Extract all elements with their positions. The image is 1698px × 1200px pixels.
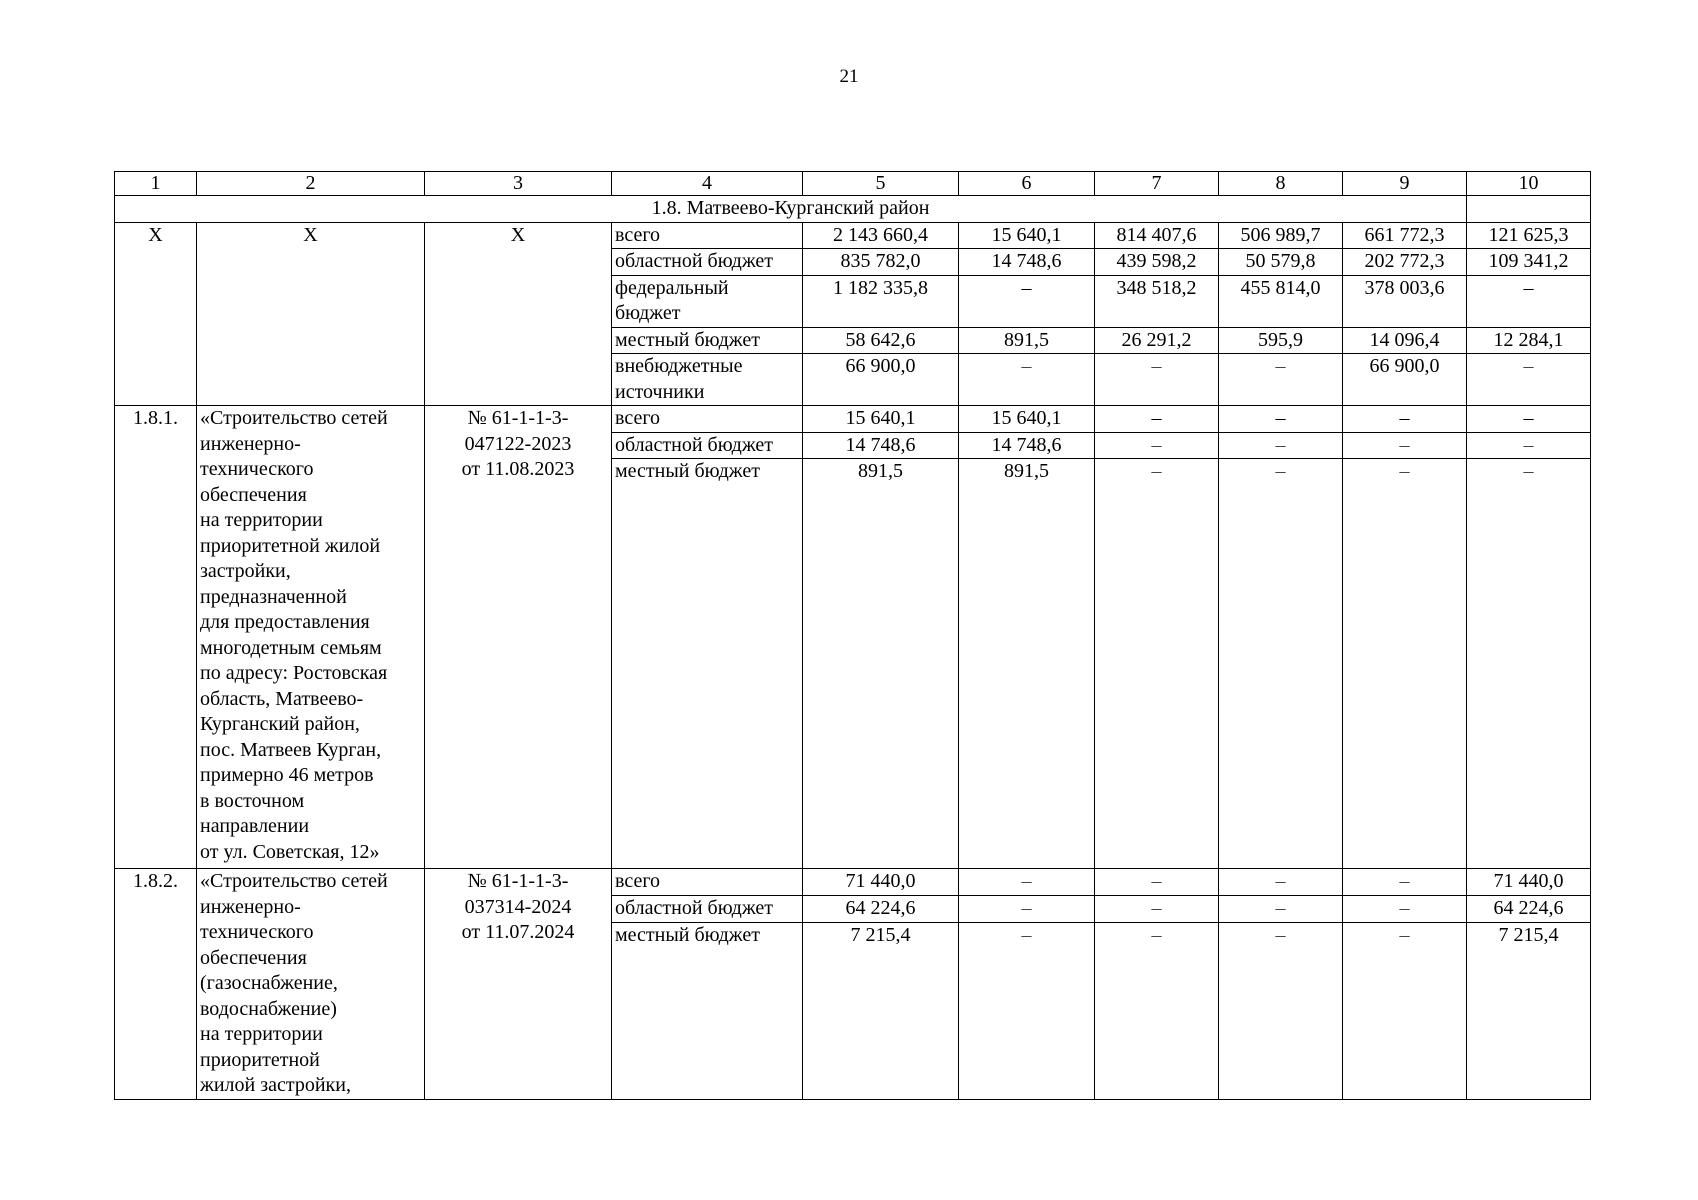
value-cell: – <box>1343 432 1467 459</box>
value-cell: 109 341,2 <box>1467 249 1591 276</box>
section-title: 1.8. Матвеево-Курганский район <box>115 196 1467 223</box>
funding-source: областной бюджет <box>612 249 803 276</box>
value-cell: – <box>1343 869 1467 896</box>
value-cell: 15 640,1 <box>959 222 1095 249</box>
value-cell: 348 518,2 <box>1095 275 1219 327</box>
funding-source: областной бюджет <box>612 895 803 922</box>
value-cell: – <box>1467 275 1591 327</box>
value-cell: 15 640,1 <box>959 406 1095 433</box>
column-header: 6 <box>959 172 1095 196</box>
value-cell: – <box>1219 922 1343 1099</box>
value-cell: – <box>1467 459 1591 869</box>
value-cell: – <box>1219 869 1343 896</box>
item-number: 1.8.2. <box>115 869 197 1100</box>
value-cell: – <box>959 869 1095 896</box>
value-cell: 891,5 <box>959 327 1095 354</box>
column-header: 9 <box>1343 172 1467 196</box>
column-header: 3 <box>425 172 612 196</box>
value-cell: – <box>959 922 1095 1099</box>
value-cell: 891,5 <box>803 459 959 869</box>
summary-col2: Х <box>197 222 425 406</box>
funding-source: всего <box>612 222 803 249</box>
value-cell: 595,9 <box>1219 327 1343 354</box>
value-cell: 14 748,6 <box>803 432 959 459</box>
summary-col3: Х <box>425 222 612 406</box>
value-cell: 2 143 660,4 <box>803 222 959 249</box>
value-cell: – <box>959 895 1095 922</box>
value-cell: 71 440,0 <box>803 869 959 896</box>
value-cell: 64 224,6 <box>1467 895 1591 922</box>
value-cell: 12 284,1 <box>1467 327 1591 354</box>
value-cell: 661 772,3 <box>1343 222 1467 249</box>
value-cell: 50 579,8 <box>1219 249 1343 276</box>
value-cell: – <box>1343 459 1467 869</box>
value-cell: 15 640,1 <box>803 406 959 433</box>
value-cell: 121 625,3 <box>1467 222 1591 249</box>
value-cell: 58 642,6 <box>803 327 959 354</box>
value-cell: – <box>1219 895 1343 922</box>
value-cell: 7 215,4 <box>1467 922 1591 1099</box>
funding-source: внебюджетные источники <box>612 354 803 406</box>
value-cell: 14 748,6 <box>959 249 1095 276</box>
value-cell: 71 440,0 <box>1467 869 1591 896</box>
value-cell: – <box>959 354 1095 406</box>
value-cell: 26 291,2 <box>1095 327 1219 354</box>
value-cell: 202 772,3 <box>1343 249 1467 276</box>
permit-number: № 61-1-1-3- 047122-2023 от 11.08.2023 <box>425 406 612 869</box>
value-cell: – <box>1467 432 1591 459</box>
value-cell: 439 598,2 <box>1095 249 1219 276</box>
value-cell: 814 407,6 <box>1095 222 1219 249</box>
project-name: «Строительство сетей инженерно- технического обеспечения (газоснабжение, водоснабжение) на территории приоритетной жилой застройки, <box>197 869 425 1100</box>
column-header: 8 <box>1219 172 1343 196</box>
value-cell: 7 215,4 <box>803 922 959 1099</box>
value-cell: 835 782,0 <box>803 249 959 276</box>
column-header: 4 <box>612 172 803 196</box>
value-cell: – <box>1095 432 1219 459</box>
value-cell: 14 748,6 <box>959 432 1095 459</box>
value-cell: – <box>1095 354 1219 406</box>
value-cell: – <box>1095 869 1219 896</box>
value-cell: – <box>1219 432 1343 459</box>
value-cell: 66 900,0 <box>1343 354 1467 406</box>
table-row <box>115 406 1591 433</box>
column-header: 2 <box>197 172 425 196</box>
value-cell: 1 182 335,8 <box>803 275 959 327</box>
funding-source: областной бюджет <box>612 432 803 459</box>
item-number: 1.8.1. <box>115 406 197 869</box>
value-cell: 506 989,7 <box>1219 222 1343 249</box>
value-cell: – <box>1219 459 1343 869</box>
funding-source: местный бюджет <box>612 327 803 354</box>
summary-col1: Х <box>115 222 197 406</box>
value-cell: – <box>1343 922 1467 1099</box>
empty-cell <box>1467 196 1591 223</box>
value-cell: 455 814,0 <box>1219 275 1343 327</box>
value-cell: – <box>1467 406 1591 433</box>
permit-number: № 61-1-1-3- 037314-2024 от 11.07.2024 <box>425 869 612 1100</box>
funding-source: местный бюджет <box>612 459 803 869</box>
funding-table <box>114 171 1591 1100</box>
funding-source: всего <box>612 869 803 896</box>
value-cell: 64 224,6 <box>803 895 959 922</box>
value-cell: 14 096,4 <box>1343 327 1467 354</box>
section-row <box>115 196 1591 223</box>
value-cell: – <box>1343 895 1467 922</box>
value-cell: – <box>1095 895 1219 922</box>
value-cell: 378 003,6 <box>1343 275 1467 327</box>
value-cell: – <box>1095 459 1219 869</box>
page-number: 21 <box>839 66 859 87</box>
value-cell: – <box>1343 406 1467 433</box>
column-header: 5 <box>803 172 959 196</box>
column-header: 10 <box>1467 172 1591 196</box>
column-number-row <box>115 172 1591 196</box>
table-row <box>115 222 1591 249</box>
table-row <box>115 869 1591 896</box>
value-cell: – <box>1219 406 1343 433</box>
column-header: 7 <box>1095 172 1219 196</box>
value-cell: 66 900,0 <box>803 354 959 406</box>
value-cell: 891,5 <box>959 459 1095 869</box>
funding-source: федеральный бюджет <box>612 275 803 327</box>
project-name: «Строительство сетей инженерно- технического обеспечения на территории приоритетной жилой застройки, предназначенной для предоставления многодетным семьям по адресу: Ростовская область, Матвеево- Курганский район, пос. Матвеев Курган, примерно 46 метров в восточном направлении от ул. Советская, 12» <box>197 406 425 869</box>
value-cell: – <box>1095 406 1219 433</box>
value-cell: – <box>1467 354 1591 406</box>
funding-source: местный бюджет <box>612 922 803 1099</box>
value-cell: – <box>1219 354 1343 406</box>
value-cell: – <box>1095 922 1219 1099</box>
value-cell: – <box>959 275 1095 327</box>
funding-source: всего <box>612 406 803 433</box>
column-header: 1 <box>115 172 197 196</box>
